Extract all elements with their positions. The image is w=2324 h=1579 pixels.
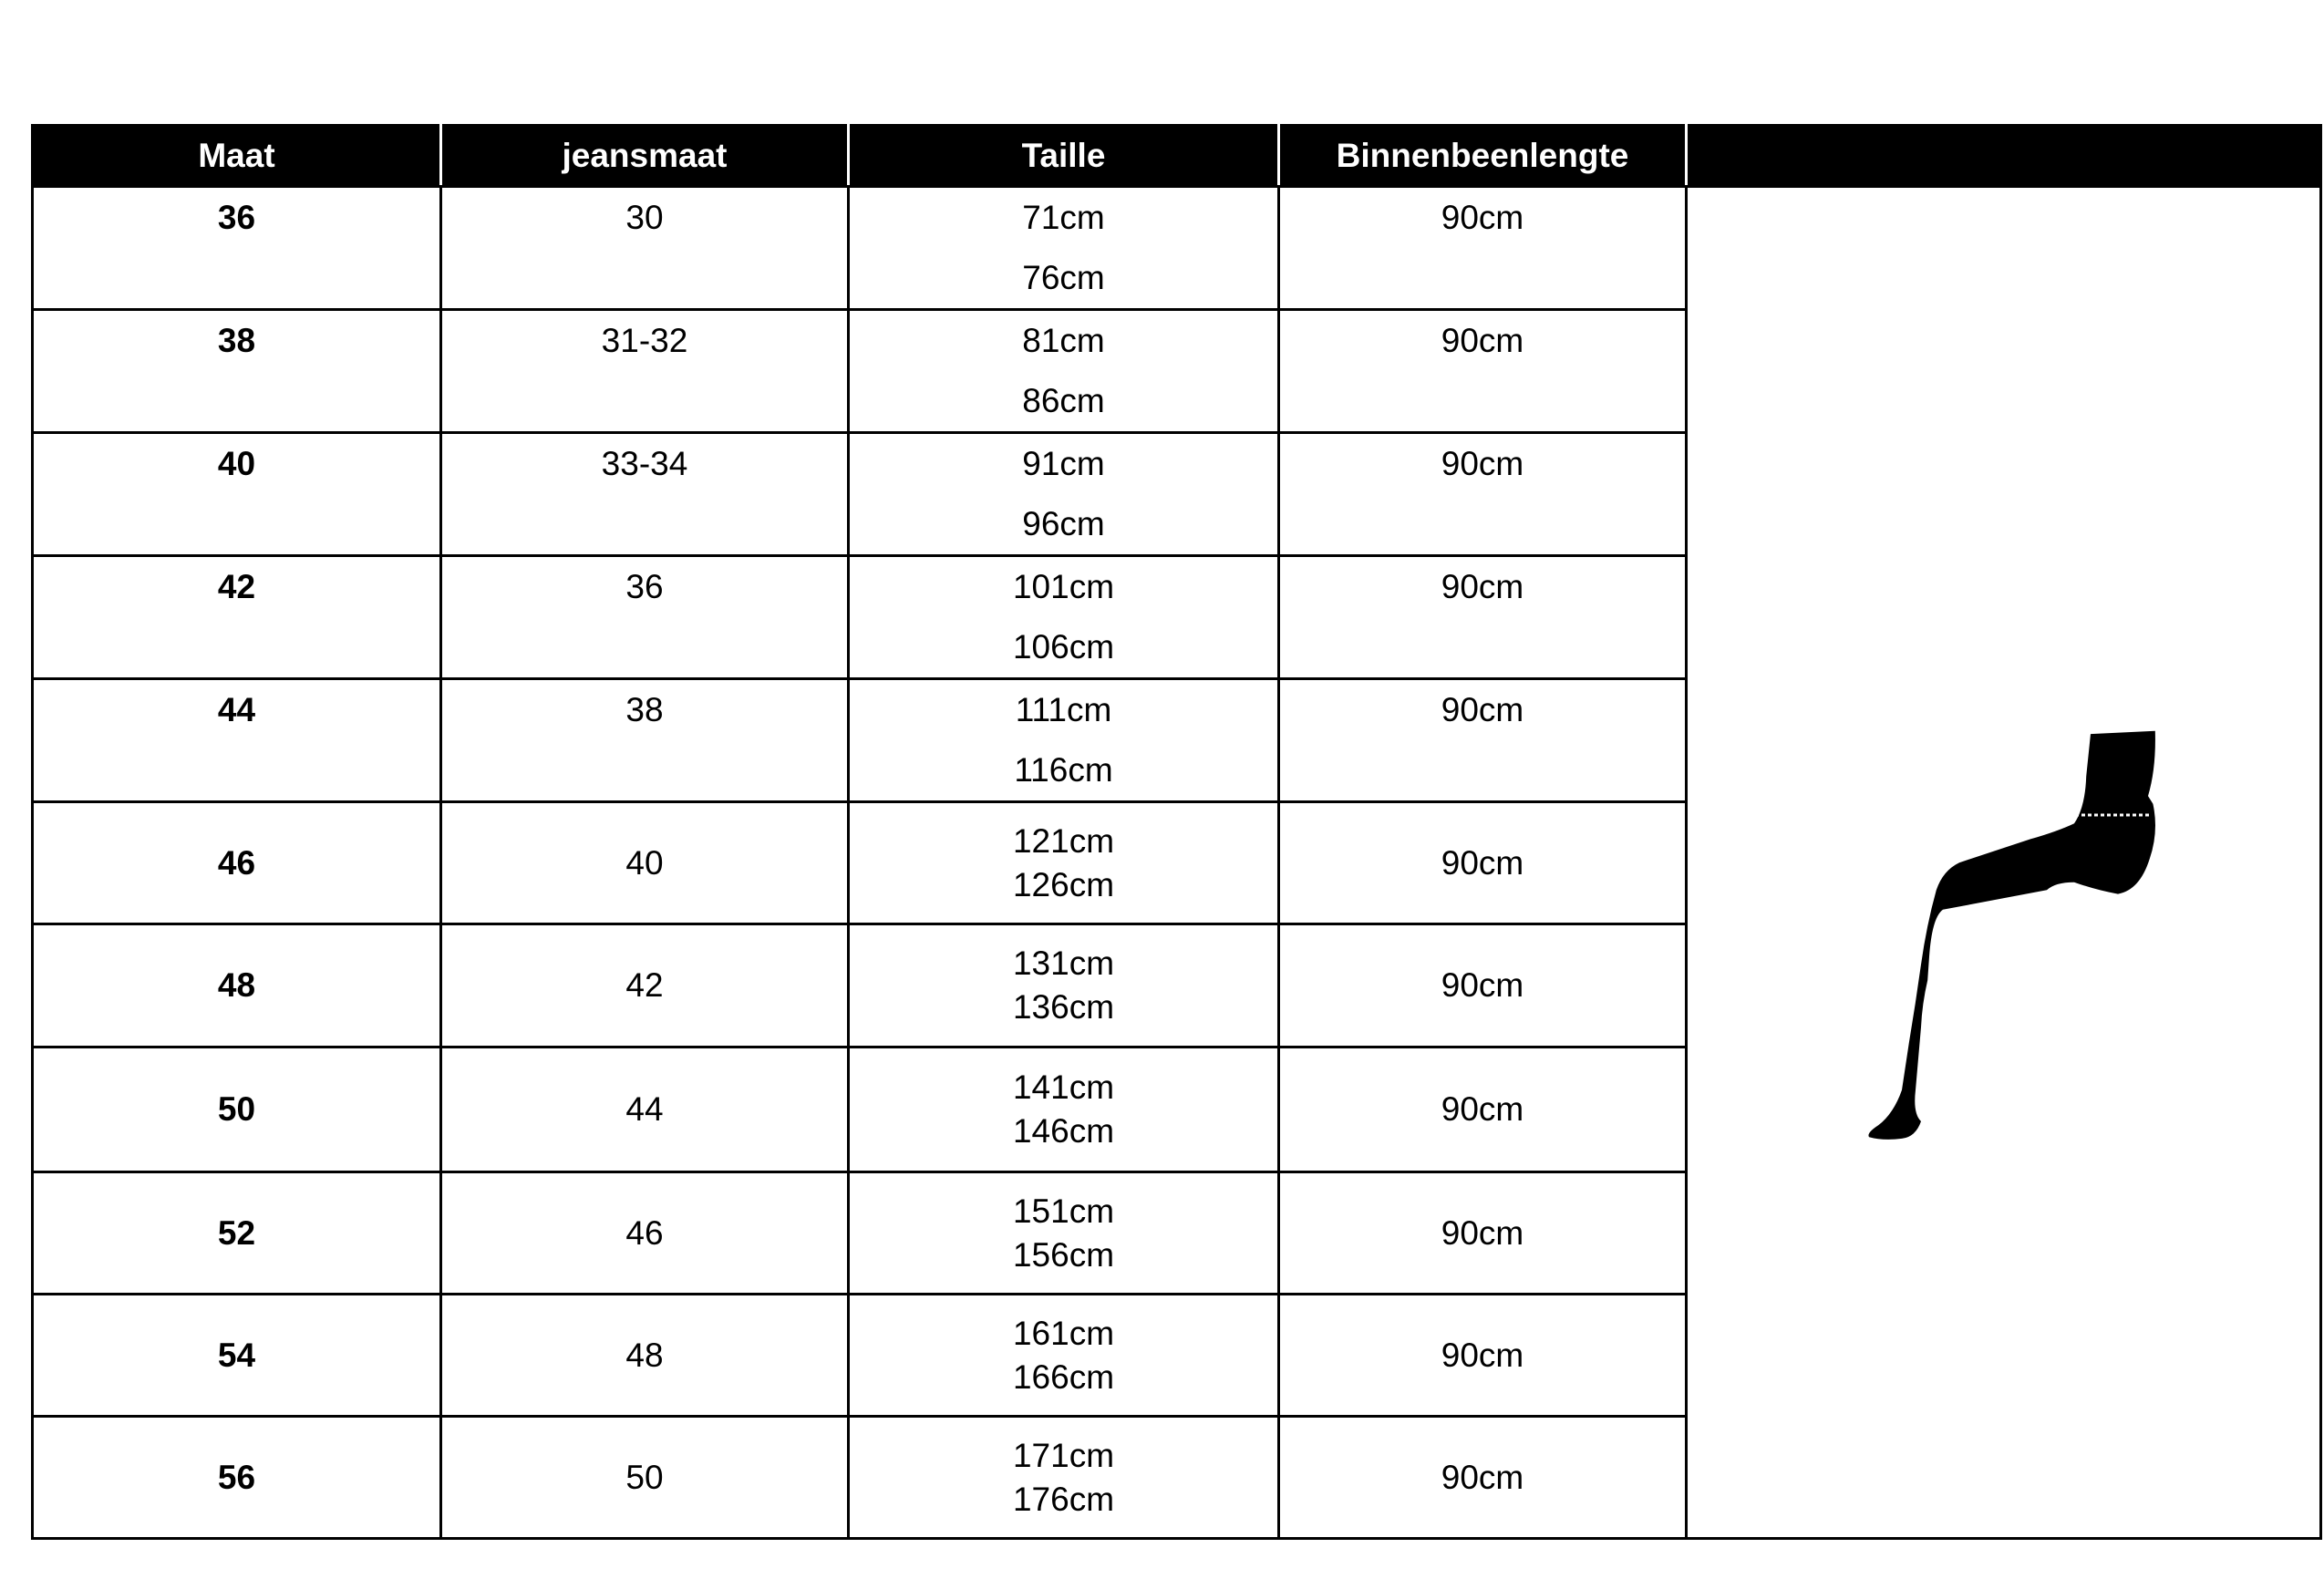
waist-max: 86cm [1022, 382, 1105, 419]
jeans-size-cell: 50 [441, 1417, 849, 1539]
header-binnenbeenlengte: Binnenbeenlengte [1279, 126, 1687, 187]
inseam-cell: 90cm [1279, 1048, 1687, 1172]
waist-cell [849, 679, 1279, 802]
jeans-size-cell: 30 [441, 187, 849, 310]
figure-cell [1687, 187, 2321, 1539]
waist-min: 141cm [1012, 1068, 1115, 1106]
inseam-cell: 90cm [1279, 433, 1687, 556]
size-cell: 40 [33, 433, 441, 556]
waist-min: 131cm [1012, 944, 1115, 982]
waist-max: 96cm [1022, 505, 1105, 542]
jeans-size-cell: 46 [441, 1172, 849, 1295]
header-jeansmaat: jeansmaat [441, 126, 849, 187]
header-row [33, 126, 2321, 187]
waist-cell [849, 1048, 1279, 1172]
inseam-cell: 90cm [1279, 802, 1687, 924]
size-cell: 50 [33, 1048, 441, 1172]
waist-cell [849, 433, 1279, 556]
waist-cell [849, 556, 1279, 679]
inseam-cell: 90cm [1279, 924, 1687, 1048]
waist-cell [849, 1172, 1279, 1295]
waist-cell [849, 1295, 1279, 1417]
jeans-size-cell: 31-32 [441, 310, 849, 433]
size-cell: 48 [33, 924, 441, 1048]
header-taille: Taille [849, 126, 1279, 187]
inseam-cell: 90cm [1279, 310, 1687, 433]
jeans-size-cell: 33-34 [441, 433, 849, 556]
waist-min: 101cm [1012, 568, 1115, 605]
waist-max: 166cm [1012, 1357, 1115, 1396]
waist-cell [849, 310, 1279, 433]
size-cell: 38 [33, 310, 441, 433]
waist-min: 151cm [1012, 1192, 1115, 1230]
size-cell: 44 [33, 679, 441, 802]
size-cell: 56 [33, 1417, 441, 1539]
size-cell: 36 [33, 187, 441, 310]
size-cell: 54 [33, 1295, 441, 1417]
header-maat: Maat [33, 126, 441, 187]
waist-cell [849, 924, 1279, 1048]
jeans-size-cell: 42 [441, 924, 849, 1048]
size-cell: 46 [33, 802, 441, 924]
waist-max: 146cm [1012, 1112, 1115, 1150]
waist-min: 171cm [1012, 1436, 1115, 1474]
waist-max: 136cm [1012, 988, 1115, 1026]
waist-min: 161cm [1012, 1314, 1115, 1352]
waist-cell [849, 187, 1279, 310]
header-figure [1687, 126, 2321, 187]
waist-min: 91cm [1022, 445, 1105, 482]
waist-max: 76cm [1022, 259, 1105, 296]
jeans-size-cell: 44 [441, 1048, 849, 1172]
waist-cell [849, 802, 1279, 924]
inseam-cell: 90cm [1279, 556, 1687, 679]
size-table [31, 124, 2322, 1540]
jeans-size-cell: 40 [441, 802, 849, 924]
waist-max: 126cm [1012, 865, 1115, 903]
inseam-cell: 90cm [1279, 1295, 1687, 1417]
jeans-size-cell: 48 [441, 1295, 849, 1417]
waist-max: 156cm [1012, 1235, 1115, 1274]
waist-min: 81cm [1022, 322, 1105, 359]
jeans-size-cell: 38 [441, 679, 849, 802]
inseam-cell: 90cm [1279, 1417, 1687, 1539]
waist-cell [849, 1417, 1279, 1539]
table-row [33, 187, 2321, 310]
leg-silhouette-icon [1779, 729, 2226, 1140]
inseam-cell: 90cm [1279, 1172, 1687, 1295]
inseam-cell: 90cm [1279, 679, 1687, 802]
size-cell: 52 [33, 1172, 441, 1295]
size-cell: 42 [33, 556, 441, 679]
waist-min: 71cm [1022, 199, 1105, 236]
inseam-cell: 90cm [1279, 187, 1687, 310]
leg-silhouette-shape [1868, 731, 2155, 1140]
waist-min: 111cm [1015, 691, 1112, 728]
jeans-size-cell: 36 [441, 556, 849, 679]
waist-max: 176cm [1012, 1480, 1115, 1518]
waist-max: 106cm [1012, 628, 1115, 666]
waist-min: 121cm [1012, 821, 1115, 860]
waist-max: 116cm [1014, 751, 1113, 789]
